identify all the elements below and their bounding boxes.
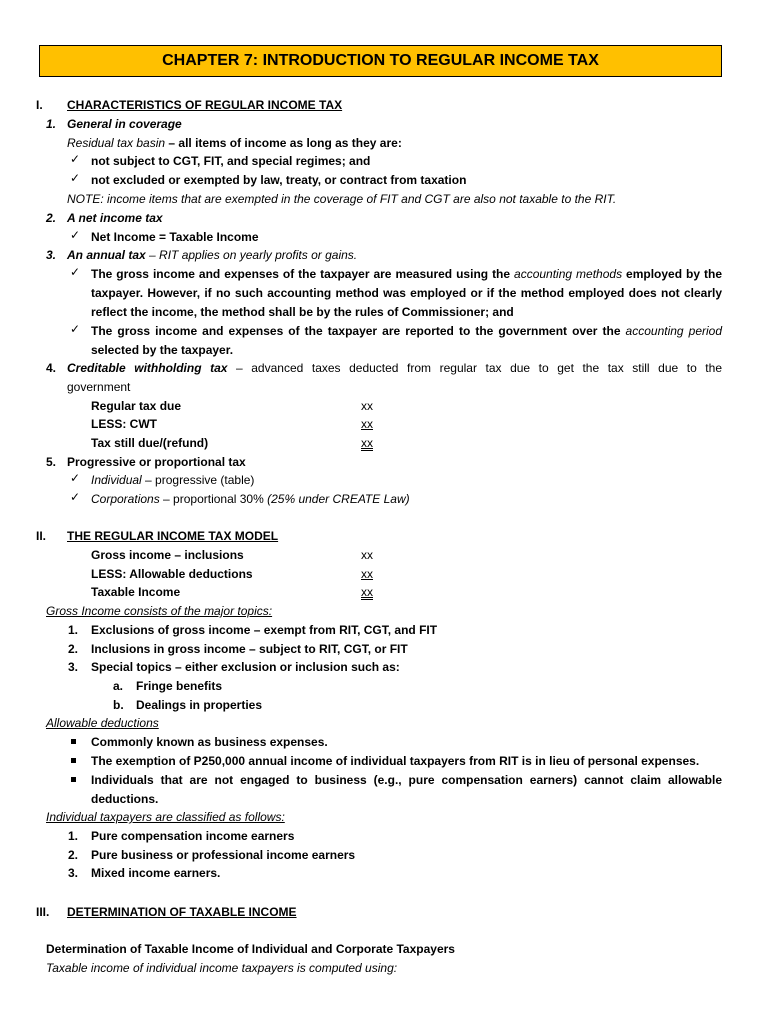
gi-item-text: Exclusions of gross income – exempt from RIT, CGT, and FIT	[91, 623, 438, 637]
item-4-desc: – advanced taxes deducted from regular tax due to get the tax still due to the	[227, 361, 722, 375]
model-row-label: Gross income – inclusions	[91, 548, 244, 562]
text-run: Corporations	[91, 492, 160, 506]
taxpayer-class-number: 1.	[68, 829, 79, 843]
sub-item-text: Fringe benefits	[136, 679, 223, 693]
section-3-subheading: Determination of Taxable Income of Individual and Corporate Taxpayers	[46, 942, 455, 956]
model-row-label: Taxable Income	[91, 585, 181, 599]
taxpayer-class-text: Pure compensation income earners	[91, 829, 295, 843]
checkmark-icon: ✓	[70, 265, 81, 279]
gi-item-text: Special topics – either exclusion or inclusion such as:	[91, 660, 400, 674]
cwt-row-value: xx	[361, 417, 373, 431]
section-2-numeral: II.	[36, 529, 47, 543]
item-3-check-2-line-1	[91, 322, 722, 340]
taxpayer-class-number: 3.	[68, 866, 79, 880]
item-5-check-2	[91, 490, 410, 508]
text-run: – proportional 30%	[159, 492, 268, 506]
item-1-note: NOTE: income items that are exempted in the coverage of FIT and CGT are also not taxable to the RIT.	[67, 192, 617, 206]
residual-tax-basin-desc: – all items of income as long as they are:	[165, 136, 402, 150]
gross-income-heading: Gross Income consists of the major topics:	[46, 604, 273, 618]
deduction-bullet-1: Commonly known as business expenses.	[91, 735, 328, 749]
cwt-row-label: Tax still due/(refund)	[91, 436, 209, 450]
item-1-number: 1.	[46, 117, 57, 131]
accounting-methods-term: accounting methods	[514, 267, 623, 281]
gi-item-number: 1.	[68, 623, 79, 637]
cwt-row-label: LESS: CWT	[91, 417, 157, 431]
item-3-desc: – RIT applies on yearly profits or gains.	[145, 248, 358, 262]
checkmark-icon: ✓	[70, 490, 81, 504]
deduction-bullet-3-line-1: Individuals that are not engaged to business (e.g., pure compensation earners) cannot claim allowable	[91, 773, 722, 787]
section-2-heading: THE REGULAR INCOME TAX MODEL	[67, 529, 279, 543]
item-1-check-2: not excluded or exempted by law, treaty, or contract from taxation	[91, 173, 467, 187]
gi-item-number: 3.	[68, 660, 79, 674]
model-row-value: xx	[361, 585, 373, 599]
gi-item-number: 2.	[68, 642, 79, 656]
item-1-title: General in coverage	[67, 117, 182, 131]
item-3-title: An annual tax	[67, 248, 146, 262]
residual-tax-basin-line	[67, 134, 402, 152]
item-3-line	[67, 246, 357, 264]
individual-taxpayers-heading: Individual taxpayers are classified as follows:	[46, 810, 285, 824]
allowable-deductions-heading: Allowable deductions	[46, 716, 159, 730]
taxpayer-class-text: Pure business or professional income earners	[91, 848, 356, 862]
deduction-bullet-2: The exemption of P250,000 annual income of individual taxpayers from RIT is in lieu of personal expenses.	[91, 754, 700, 768]
square-bullet-icon	[71, 758, 76, 763]
square-bullet-icon	[71, 777, 76, 782]
model-row-label: LESS: Allowable deductions	[91, 567, 253, 581]
cwt-row-value: xx	[361, 436, 373, 450]
sub-item-letter: b.	[113, 698, 124, 712]
chapter-title: CHAPTER 7: INTRODUCTION TO REGULAR INCOME TAX	[39, 45, 722, 77]
checkmark-icon: ✓	[70, 171, 81, 185]
section-3-heading: DETERMINATION OF TAXABLE INCOME	[67, 905, 297, 919]
item-3-check-2-line-2: selected by the taxpayer.	[91, 343, 234, 357]
item-4-title: Creditable withholding tax	[67, 361, 228, 375]
item-3-number: 3.	[46, 248, 57, 262]
checkmark-icon: ✓	[70, 152, 81, 166]
item-3-check-1-line-3: reflect the income, the method shall be by the rules of Commissioner; and	[91, 305, 514, 319]
residual-tax-basin-term: Residual tax basin	[67, 136, 166, 150]
square-bullet-icon	[71, 739, 76, 744]
item-3-check-1-line-2: taxpayer. However, if no such accounting method was employed or if the method employed does not clearly	[91, 286, 722, 300]
checkmark-icon: ✓	[70, 322, 81, 336]
item-5-number: 5.	[46, 455, 57, 469]
item-4-line-1	[67, 359, 722, 377]
deduction-bullet-3-line-2: deductions.	[91, 792, 159, 806]
model-row-value: xx	[361, 567, 373, 581]
item-5-check-1	[91, 471, 254, 489]
item-2-number: 2.	[46, 211, 57, 225]
text-run: (25% under CREATE Law)	[267, 492, 410, 506]
cwt-row-value: xx	[361, 399, 373, 413]
accounting-period-term: accounting period	[625, 324, 722, 338]
section-1-numeral: I.	[36, 98, 43, 112]
text-run: Individual	[91, 473, 142, 487]
sub-item-text: Dealings in properties	[136, 698, 263, 712]
item-2-check-1: Net Income = Taxable Income	[91, 230, 259, 244]
section-3-numeral: III.	[36, 905, 50, 919]
item-1-check-1: not subject to CGT, FIT, and special regimes; and	[91, 154, 371, 168]
gi-item-text: Inclusions in gross income – subject to RIT, CGT, or FIT	[91, 642, 408, 656]
text-run: – progressive (table)	[141, 473, 255, 487]
checkmark-icon: ✓	[70, 228, 81, 242]
text-run: employed by the	[622, 267, 722, 281]
text-run: The gross income and expenses of the taxpayer are reported to the government over the	[91, 324, 626, 338]
sub-item-letter: a.	[113, 679, 124, 693]
item-5-title: Progressive or proportional tax	[67, 455, 246, 469]
taxpayer-class-text: Mixed income earners.	[91, 866, 221, 880]
item-3-check-1-line-1	[91, 265, 722, 283]
item-4-line-2: government	[67, 380, 131, 394]
checkmark-icon: ✓	[70, 471, 81, 485]
item-4-number: 4.	[46, 361, 57, 375]
taxpayer-class-number: 2.	[68, 848, 79, 862]
item-2-title: A net income tax	[67, 211, 163, 225]
section-3-intro: Taxable income of individual income taxpayers is computed using:	[46, 961, 398, 975]
model-row-value: xx	[361, 548, 373, 562]
section-1-heading: CHARACTERISTICS OF REGULAR INCOME TAX	[67, 98, 343, 112]
cwt-row-label: Regular tax due	[91, 399, 182, 413]
text-run: The gross income and expenses of the taxpayer are measured using the	[91, 267, 515, 281]
